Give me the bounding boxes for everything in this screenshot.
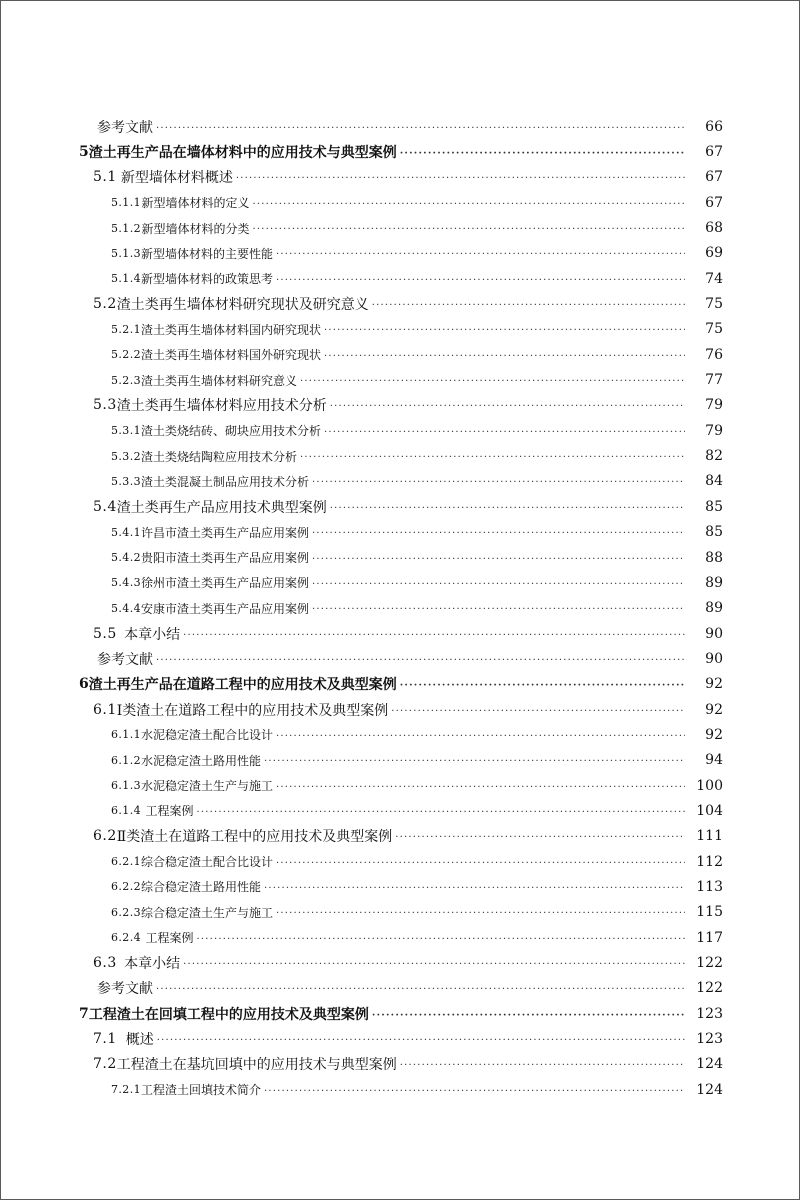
toc-entry[interactable] — [1, 190, 800, 215]
toc-entry-number: 5.4.1 — [111, 525, 141, 539]
toc-entry-number: 5.1.1 — [111, 196, 141, 210]
toc-entry-title: 新型墙体材料的分类 — [141, 221, 250, 236]
toc-entry-page-number: 112 — [696, 853, 723, 870]
toc-entry[interactable] — [1, 215, 800, 240]
toc-entry[interactable] — [1, 266, 800, 291]
toc-entry-page-number: 75 — [705, 321, 723, 338]
toc-entry-title: 新型墙体材料的政策思考 — [141, 272, 274, 287]
toc-entry-title: 渣土类烧结陶粒应用技术分析 — [141, 449, 298, 464]
toc-entry-page-number: 89 — [705, 574, 723, 591]
toc-entry-number: 5.3 — [93, 397, 117, 414]
toc-entry-title: 渣土类烧结砖、砌块应用技术分析 — [141, 424, 322, 439]
toc-entry-page-number: 67 — [705, 194, 723, 211]
toc-entry-page-number: 113 — [696, 878, 723, 895]
dot-leader — [264, 1087, 685, 1097]
toc-entry-number: 6.2.4 — [111, 931, 141, 945]
toc-entry-page-number: 74 — [705, 270, 723, 287]
dot-leader — [312, 605, 685, 615]
toc-entry-title: 新型墙体材料概述 — [120, 170, 233, 187]
toc-entry[interactable] — [1, 748, 800, 773]
toc-entry-number: 5 — [79, 144, 89, 161]
toc-entry-number: 6.1.3 — [111, 779, 141, 793]
toc-entry-number: 5.2 — [93, 296, 117, 313]
toc-entry-title: 渣土类再生产品应用技术典型案例 — [116, 499, 327, 516]
toc-entry-number: 5.2.1 — [111, 322, 141, 336]
dot-leader — [253, 225, 686, 235]
dot-leader — [400, 1061, 685, 1071]
toc-entry-page-number: 84 — [705, 473, 723, 490]
toc-entry[interactable] — [1, 393, 800, 418]
toc-entry-title: 工程案例 — [145, 804, 194, 819]
toc-entry-title: 渣土类再生墙体材料国外研究现状 — [141, 348, 322, 363]
toc-entry-title: 渣土类再生墙体材料研究意义 — [141, 373, 298, 388]
toc-entry-title: 综合稳定渣土配合比设计 — [141, 855, 274, 870]
toc-entry-number: 7.1 — [93, 1031, 117, 1048]
toc-entry-title: 渣土类混凝土制品应用技术分析 — [141, 474, 310, 489]
toc-entry-page-number: 75 — [705, 296, 723, 313]
toc-entry-number: 5.1.3 — [111, 246, 141, 260]
dot-leader — [196, 935, 685, 945]
toc-entry-number: 6 — [79, 676, 89, 693]
toc-entry-title: 安康市渣土类再生产品应用案例 — [141, 601, 310, 616]
dot-leader — [400, 681, 685, 691]
dot-leader — [312, 555, 685, 565]
toc-entry-number: 5.4.2 — [111, 551, 141, 565]
toc-entry[interactable] — [1, 165, 800, 190]
toc-entry-number: 5.2.3 — [111, 373, 141, 387]
toc-entry-title: Ⅰ类渣土在道路工程中的应用技术及典型案例 — [116, 702, 389, 719]
toc-entry[interactable] — [1, 1001, 800, 1026]
dot-leader — [156, 124, 685, 134]
toc-entry-title: 徐州市渣土类再生产品应用案例 — [141, 576, 310, 591]
dot-leader — [264, 757, 685, 767]
toc-entry[interactable] — [1, 342, 800, 367]
toc-entry[interactable] — [1, 139, 800, 164]
toc-entry-page-number: 92 — [705, 701, 723, 718]
toc-entry-number: 5.4 — [93, 498, 117, 515]
toc-entry-title: 渣土类再生墙体材料国内研究现状 — [141, 322, 322, 337]
toc-entry-title: Ⅱ类渣土在道路工程中的应用技术及典型案例 — [116, 829, 393, 846]
dot-leader — [276, 783, 685, 793]
toc-entry-number: 6.2.3 — [111, 905, 141, 919]
toc-entry-page-number: 104 — [696, 802, 723, 819]
toc-entry[interactable] — [1, 976, 800, 1001]
toc-entry[interactable] — [1, 317, 800, 342]
dot-leader — [276, 732, 685, 742]
toc-entry-page-number: 76 — [705, 346, 723, 363]
toc-entry-page-number: 122 — [696, 980, 723, 997]
dot-leader — [183, 631, 685, 641]
toc-entry-page-number: 92 — [705, 726, 723, 743]
dot-leader — [157, 1036, 685, 1046]
dot-leader — [253, 200, 686, 210]
toc-entry[interactable] — [1, 697, 800, 722]
toc-entry[interactable] — [1, 291, 800, 316]
toc-entry-title: 渣土再生产品在道路工程中的应用技术及典型案例 — [88, 677, 397, 694]
dot-leader — [330, 504, 685, 514]
dot-leader — [156, 985, 685, 995]
dot-leader — [324, 428, 685, 438]
toc-entry[interactable] — [1, 114, 800, 139]
toc-entry-title: 渣土再生产品在墙体材料中的应用技术与典型案例 — [88, 145, 397, 162]
dot-leader — [391, 707, 685, 717]
toc-entry-title: 工程渣土回填技术简介 — [141, 1083, 262, 1098]
toc-entry-title: 水泥稳定渣土路用性能 — [141, 753, 262, 768]
toc-entry-title: 许昌市渣土类再生产品应用案例 — [141, 525, 310, 540]
toc-entry-number: 6.1.4 — [111, 804, 141, 818]
toc-entry-page-number: 68 — [705, 220, 723, 237]
toc-entry-title: 本章小结 — [124, 626, 181, 643]
dot-leader — [183, 960, 685, 970]
toc-entry-number: 5.4.3 — [111, 576, 141, 590]
toc-entry-page-number: 82 — [705, 448, 723, 465]
toc-entry-number: 5.2.2 — [111, 348, 141, 362]
toc-entry-title: 渣土类再生墙体材料研究现状及研究意义 — [116, 297, 369, 314]
toc-entry-page-number: 92 — [705, 676, 723, 693]
toc-entry-number: 6.2 — [93, 828, 117, 845]
dot-leader — [400, 149, 685, 159]
toc-entry-number: 7.2 — [93, 1056, 117, 1073]
toc-entry-page-number: 69 — [705, 245, 723, 262]
toc-entry[interactable] — [1, 1026, 800, 1051]
toc-entry-title: 新型墙体材料的主要性能 — [141, 246, 274, 261]
toc-entry[interactable] — [1, 798, 800, 823]
dot-leader — [156, 656, 685, 666]
toc-entry-title: 概述 — [125, 1032, 154, 1049]
toc-entry-page-number: 77 — [705, 372, 723, 389]
toc-entry-number: 6.1.2 — [111, 753, 141, 767]
toc-entry-page-number: 94 — [705, 752, 723, 769]
dot-leader — [276, 250, 685, 260]
dot-leader — [324, 326, 685, 336]
toc-entry-page-number: 85 — [705, 524, 723, 541]
toc-entry-page-number: 124 — [696, 1081, 723, 1098]
toc-entry-title: 工程渣土在回填工程中的应用技术及典型案例 — [88, 1006, 369, 1023]
toc-entry-title: 渣土类再生墙体材料应用技术分析 — [116, 398, 327, 415]
toc-entry[interactable] — [1, 520, 800, 545]
toc-entry-page-number: 67 — [705, 144, 723, 161]
dot-leader — [276, 276, 685, 286]
dot-leader — [324, 352, 685, 362]
toc-entry-page-number: 88 — [705, 549, 723, 566]
toc-entry-page-number: 115 — [696, 904, 723, 921]
toc-entry[interactable] — [1, 950, 800, 975]
dot-leader — [276, 909, 685, 919]
dot-leader — [312, 529, 685, 539]
toc-entry-number: 5.4.4 — [111, 601, 141, 615]
toc-entry[interactable] — [1, 900, 800, 925]
toc-entry-page-number: 85 — [705, 498, 723, 515]
dot-leader — [312, 478, 685, 488]
toc-entry-title: 新型墙体材料的定义 — [141, 196, 250, 211]
toc-entry-number: 5.1.4 — [111, 272, 141, 286]
toc-entry[interactable] — [1, 545, 800, 570]
toc-entry-page-number: 79 — [705, 422, 723, 439]
toc-entry[interactable] — [1, 469, 800, 494]
toc-entry-page-number: 90 — [705, 625, 723, 642]
dot-leader — [196, 808, 685, 818]
toc-entry-number: 5.1 — [93, 169, 117, 186]
dot-leader — [330, 402, 685, 412]
toc-entry-page-number: 117 — [696, 929, 723, 946]
dot-leader — [264, 884, 685, 894]
toc-entry[interactable] — [1, 824, 800, 849]
toc-entry[interactable] — [1, 672, 800, 697]
toc-entry[interactable] — [1, 494, 800, 519]
toc-entry-number: 5.5 — [93, 625, 117, 642]
toc-entry[interactable] — [1, 596, 800, 621]
toc-entry[interactable] — [1, 1052, 800, 1077]
toc-entry[interactable] — [1, 722, 800, 747]
toc-entry[interactable] — [1, 241, 800, 266]
dot-leader — [300, 453, 685, 463]
toc-entry-number: 7.2.1 — [111, 1083, 141, 1097]
toc-entry-number: 7 — [79, 1005, 89, 1022]
toc-entry[interactable] — [1, 1077, 800, 1102]
toc-entry-title: 工程渣土在基坑回填中的应用技术与典型案例 — [116, 1057, 397, 1074]
toc-entry[interactable] — [1, 418, 800, 443]
toc-entry-page-number: 123 — [696, 1031, 723, 1048]
toc-entry-number: 6.3 — [93, 955, 117, 972]
toc-entry-title: 综合稳定渣土生产与施工 — [141, 905, 274, 920]
toc-entry[interactable] — [1, 925, 800, 950]
dot-leader — [236, 174, 685, 184]
dot-leader — [372, 1011, 685, 1021]
toc-entry[interactable] — [1, 646, 800, 671]
toc-entry-page-number: 124 — [696, 1056, 723, 1073]
toc-entry-title: 工程案例 — [145, 931, 194, 946]
toc-entry[interactable] — [1, 773, 800, 798]
toc-entry-title: 本章小结 — [124, 956, 181, 973]
toc-entry-number: 6.2.2 — [111, 880, 141, 894]
toc-entry-page-number: 111 — [696, 828, 723, 845]
toc-entry-number: 6.2.1 — [111, 855, 141, 869]
toc-entry-title: 水泥稳定渣土生产与施工 — [141, 779, 274, 794]
toc-entry-title: 参考文献 — [97, 119, 153, 136]
toc-entry-number: 5.3.2 — [111, 449, 141, 463]
toc-entry-number: 6.1.1 — [111, 728, 141, 742]
dot-leader — [276, 859, 685, 869]
toc-entry-page-number: 79 — [705, 397, 723, 414]
toc-entry-number: 5.1.2 — [111, 221, 141, 235]
toc-entry-page-number: 67 — [705, 169, 723, 186]
toc-entry-title: 参考文献 — [97, 981, 153, 998]
toc-entry-number: 5.3.3 — [111, 474, 141, 488]
toc-entry[interactable] — [1, 570, 800, 595]
toc-entry-page-number: 89 — [705, 600, 723, 617]
toc-entry[interactable] — [1, 443, 800, 468]
toc-entry[interactable] — [1, 874, 800, 899]
toc-entry[interactable] — [1, 849, 800, 874]
toc-entry-title: 参考文献 — [97, 651, 153, 668]
toc-entry[interactable] — [1, 621, 800, 646]
toc-entry-title: 综合稳定渣土路用性能 — [141, 880, 262, 895]
toc-entry[interactable] — [1, 367, 800, 392]
table-of-contents — [1, 114, 800, 1102]
dot-leader — [300, 377, 685, 387]
toc-entry-title: 贵阳市渣土类再生产品应用案例 — [141, 551, 310, 566]
dot-leader — [312, 580, 685, 590]
toc-entry-page-number: 122 — [696, 955, 723, 972]
toc-entry-number: 5.3.1 — [111, 424, 141, 438]
dot-leader — [372, 301, 685, 311]
toc-entry-page-number: 90 — [705, 650, 723, 667]
toc-entry-title: 水泥稳定渣土配合比设计 — [141, 728, 274, 743]
toc-entry-page-number: 123 — [696, 1005, 723, 1022]
dot-leader — [395, 833, 685, 843]
toc-entry-page-number: 66 — [705, 118, 723, 135]
toc-entry-number: 6.1 — [93, 701, 117, 718]
toc-entry-page-number: 100 — [696, 777, 723, 794]
